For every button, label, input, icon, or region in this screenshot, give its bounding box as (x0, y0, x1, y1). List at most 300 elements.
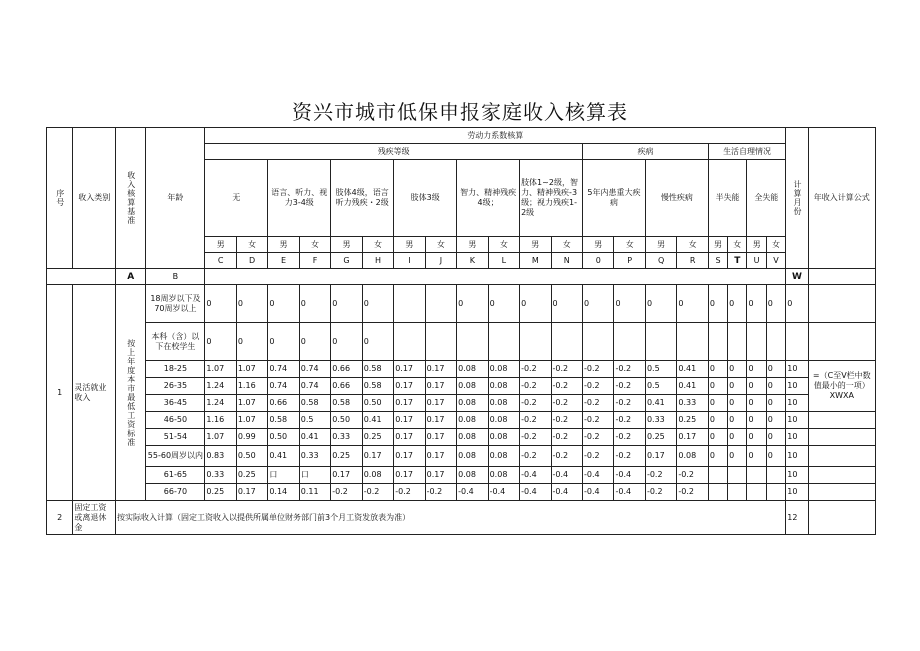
value-cell (708, 467, 727, 484)
value-cell (583, 323, 614, 361)
value-cell: 0 (747, 361, 766, 378)
value-cell: -0.4 (488, 484, 519, 501)
value-cell: 0 (766, 361, 786, 378)
section2-seq: 2 (47, 501, 73, 535)
value-cell: 0.08 (488, 467, 519, 484)
value-cell: 0.17 (425, 446, 456, 467)
value-cell: 0.50 (236, 446, 267, 467)
value-cell: -0.2 (520, 395, 551, 412)
header-female: 女 (362, 237, 393, 253)
value-cell: 1.16 (236, 378, 267, 395)
value-cell: 0.74 (268, 378, 299, 395)
header-female: 女 (551, 237, 582, 253)
header-annual-formula: 年收入计算公式 (808, 128, 875, 269)
value-cell: 0.58 (331, 395, 362, 412)
header-male: 男 (394, 237, 425, 253)
value-cell: 0 (766, 429, 786, 446)
value-cell: 0.17 (394, 446, 425, 467)
value-cell (551, 323, 582, 361)
header-female: 女 (299, 237, 330, 253)
value-cell: 0.74 (299, 378, 330, 395)
header-female: 女 (236, 237, 267, 253)
value-cell: 0.41 (268, 446, 299, 467)
value-cell: -0.2 (551, 429, 582, 446)
page-title: 资兴市城市低保申报家庭收入核算表 (292, 100, 628, 124)
value-cell: 0.17 (362, 446, 393, 467)
value-cell: 0 (728, 378, 747, 395)
value-cell: 1.16 (205, 412, 236, 429)
value-cell: 0.08 (457, 378, 488, 395)
value-cell: -0.4 (551, 484, 582, 501)
value-cell: 0 (331, 285, 362, 323)
header-letter: D (236, 253, 267, 269)
months-cell (786, 323, 808, 361)
value-cell: 0.08 (488, 412, 519, 429)
value-cell (747, 467, 766, 484)
header-letter: S (708, 253, 727, 269)
header-income-standard: 收入核算基准 (116, 128, 146, 269)
table-row (47, 467, 876, 484)
value-cell: 0 (728, 412, 747, 429)
age-cell: 36-45 (146, 395, 205, 412)
header-male: 男 (331, 237, 362, 253)
header-group-1: 语言、听力、视力3-4级 (268, 160, 331, 237)
months-cell: 10 (786, 412, 808, 429)
value-cell: 0 (708, 361, 727, 378)
value-cell: -0.2 (551, 361, 582, 378)
value-cell: 0.99 (236, 429, 267, 446)
header-letter: E (268, 253, 299, 269)
header-male: 男 (457, 237, 488, 253)
value-cell: 0.17 (425, 378, 456, 395)
value-cell: 0.41 (645, 395, 676, 412)
header-letter: U (747, 253, 766, 269)
value-cell: 0.33 (645, 412, 676, 429)
header-letter: I (394, 253, 425, 269)
value-cell: 0.5 (299, 412, 330, 429)
value-cell: 0 (299, 285, 330, 323)
age-cell: 66-70 (146, 484, 205, 501)
value-cell (766, 323, 786, 361)
value-cell: -0.2 (551, 412, 582, 429)
table-row (47, 285, 876, 323)
value-cell: 0.08 (362, 467, 393, 484)
value-cell: 0 (236, 285, 267, 323)
table-row (47, 269, 876, 285)
table-row (47, 429, 876, 446)
months-cell: 10 (786, 395, 808, 412)
value-cell: 0 (551, 285, 582, 323)
header-letter: 0 (583, 253, 614, 269)
header-letter-a: A (116, 269, 146, 285)
header-group-5: 肢体1~2级，智力、精神残疾-3级；视力残疾1-2级 (520, 160, 583, 237)
value-cell: 0 (268, 323, 299, 361)
header-female: 女 (425, 237, 456, 253)
value-cell: 0 (362, 323, 393, 361)
value-cell: -0.4 (520, 484, 551, 501)
section1-standard: 按上年度本市最低工资标准 (116, 285, 146, 501)
value-cell: 0.25 (645, 429, 676, 446)
value-cell: 口 (268, 467, 299, 484)
months-cell: 10 (786, 378, 808, 395)
value-cell: 0 (708, 429, 727, 446)
value-cell: -0.2 (583, 378, 614, 395)
value-cell: 0 (457, 285, 488, 323)
value-cell: 0 (728, 395, 747, 412)
value-cell: -0.2 (614, 378, 645, 395)
header-letter-blank (47, 269, 116, 285)
table-row (47, 412, 876, 429)
value-cell: -0.4 (614, 484, 645, 501)
header-female: 女 (614, 237, 645, 253)
formula-blank (808, 446, 875, 467)
value-cell: 0.14 (268, 484, 299, 501)
value-cell: 0 (708, 378, 727, 395)
value-cell: 0 (236, 323, 267, 361)
value-cell (766, 484, 786, 501)
months-cell: 10 (786, 429, 808, 446)
value-cell: -0.2 (362, 484, 393, 501)
value-cell: -0.2 (551, 395, 582, 412)
header-group-6: 5年内患重大疾病 (583, 160, 646, 237)
value-cell: 0.08 (457, 395, 488, 412)
value-cell: 0.5 (645, 361, 676, 378)
income-table (46, 127, 876, 535)
header-letter: G (331, 253, 362, 269)
value-cell (728, 484, 747, 501)
value-cell: -0.2 (520, 446, 551, 467)
section1-seq: 1 (47, 285, 73, 501)
age-cell: 46-50 (146, 412, 205, 429)
section2-formula-blank (808, 501, 875, 535)
value-cell: 0.08 (677, 446, 708, 467)
header-self-care: 生活自理情况 (708, 144, 785, 160)
value-cell: 0.25 (677, 412, 708, 429)
value-cell: 0 (362, 285, 393, 323)
value-cell: 0 (747, 285, 766, 323)
value-cell: 0.17 (394, 429, 425, 446)
header-letter: C (205, 253, 236, 269)
value-cell: 0.33 (331, 429, 362, 446)
value-cell: 0.17 (425, 412, 456, 429)
header-seq: 序号 (47, 128, 73, 269)
value-cell: 0 (747, 429, 766, 446)
months-cell: 10 (786, 467, 808, 484)
value-cell: -0.2 (425, 484, 456, 501)
value-cell: 0.08 (488, 361, 519, 378)
value-cell (728, 467, 747, 484)
value-cell: 0.58 (268, 412, 299, 429)
value-cell: 0 (583, 285, 614, 323)
value-cell: -0.2 (520, 412, 551, 429)
value-cell: 0.17 (394, 395, 425, 412)
header-letter: L (488, 253, 519, 269)
header-letter-b: B (146, 269, 205, 285)
value-cell: 0.58 (362, 361, 393, 378)
value-cell: -0.2 (394, 484, 425, 501)
age-cell: 本科（含）以下在校学生 (146, 323, 205, 361)
value-cell: 0.17 (236, 484, 267, 501)
value-cell (708, 323, 727, 361)
value-cell: 0.17 (394, 378, 425, 395)
header-group-0: 无 (205, 160, 268, 237)
value-cell: 口 (299, 467, 330, 484)
value-cell: 0.17 (394, 361, 425, 378)
value-cell: 0.50 (331, 412, 362, 429)
formula-blank (808, 429, 875, 446)
value-cell: -0.2 (520, 429, 551, 446)
header-letter: N (551, 253, 582, 269)
value-cell: 0 (766, 378, 786, 395)
section1-type: 灵活就业收入 (73, 285, 116, 501)
header-group-4: 智力、精神残疾4级； (457, 160, 520, 237)
table-row (47, 361, 876, 378)
value-cell: 0.08 (488, 395, 519, 412)
formula-blank (808, 323, 875, 361)
value-cell: 1.07 (205, 361, 236, 378)
value-cell: 0.08 (457, 467, 488, 484)
header-male: 男 (520, 237, 551, 253)
months-cell: 10 (786, 484, 808, 501)
value-cell: 0.08 (457, 446, 488, 467)
header-group-8: 半失能 (708, 160, 747, 237)
header-male: 男 (205, 237, 236, 253)
header-letter: F (299, 253, 330, 269)
header-letter-spacer (205, 269, 786, 285)
value-cell (425, 285, 456, 323)
value-cell: 0.08 (457, 412, 488, 429)
value-cell: -0.2 (520, 361, 551, 378)
table-row (47, 323, 876, 361)
table-row (47, 501, 876, 535)
value-cell (457, 323, 488, 361)
header-male: 男 (708, 237, 727, 253)
section2-note: 按实际收入计算（固定工资收入以提供所属单位财务部门前3个月工资发放表为准） (116, 501, 786, 535)
header-letter-w: W (786, 269, 808, 285)
value-cell: 0 (708, 395, 727, 412)
value-cell: 0 (747, 395, 766, 412)
value-cell: 0 (747, 446, 766, 467)
age-cell: 61-65 (146, 467, 205, 484)
value-cell: -0.2 (677, 484, 708, 501)
value-cell: 0.17 (425, 361, 456, 378)
value-cell: 0 (766, 446, 786, 467)
value-cell: 0.33 (299, 446, 330, 467)
value-cell: 0.11 (299, 484, 330, 501)
value-cell: -0.4 (614, 467, 645, 484)
header-group-9: 全失能 (747, 160, 786, 237)
header-letter: M (520, 253, 551, 269)
value-cell: 0 (708, 285, 727, 323)
value-cell: 0 (205, 285, 236, 323)
header-letter: P (614, 253, 645, 269)
value-cell: 1.24 (205, 378, 236, 395)
value-cell: -0.2 (614, 429, 645, 446)
value-cell: 0.08 (457, 361, 488, 378)
value-cell: 0.17 (677, 429, 708, 446)
value-cell: -0.2 (551, 446, 582, 467)
header-group-2: 肢体4级，语言听力残疾・2级 (331, 160, 394, 237)
value-cell: -0.4 (551, 467, 582, 484)
value-cell: 0.41 (677, 361, 708, 378)
header-letter: K (457, 253, 488, 269)
value-cell: 0 (205, 323, 236, 361)
table-row (47, 446, 876, 467)
value-cell: 1.24 (205, 395, 236, 412)
value-cell: 0.17 (425, 395, 456, 412)
value-cell: 0.17 (394, 467, 425, 484)
header-letter: R (677, 253, 708, 269)
value-cell: 0.25 (205, 484, 236, 501)
value-cell: -0.2 (614, 395, 645, 412)
value-cell: 0.08 (488, 429, 519, 446)
value-cell: 0 (728, 361, 747, 378)
table-row (47, 395, 876, 412)
value-cell: 0 (708, 446, 727, 467)
value-cell: 0 (728, 285, 747, 323)
value-cell: 0.50 (268, 429, 299, 446)
value-cell (614, 323, 645, 361)
value-cell (425, 323, 456, 361)
value-cell: -0.4 (520, 467, 551, 484)
value-cell: 0.41 (299, 429, 330, 446)
header-letter: Q (645, 253, 676, 269)
value-cell: 0.50 (362, 395, 393, 412)
header-letter: H (362, 253, 393, 269)
value-cell (747, 323, 766, 361)
age-cell: 18-25 (146, 361, 205, 378)
age-cell: 55-60周岁以内 (146, 446, 205, 467)
value-cell: 0 (766, 395, 786, 412)
value-cell: 1.07 (236, 412, 267, 429)
value-cell: -0.2 (583, 395, 614, 412)
value-cell: 0.74 (268, 361, 299, 378)
value-cell: -0.2 (551, 378, 582, 395)
header-male: 男 (583, 237, 614, 253)
value-cell: 0 (747, 378, 766, 395)
section2-type: 固定工资或离退休金 (73, 501, 116, 535)
value-cell: 0 (747, 412, 766, 429)
value-cell: 0 (766, 285, 786, 323)
value-cell: 0 (488, 285, 519, 323)
value-cell: 0 (728, 429, 747, 446)
formula-blank (808, 285, 875, 323)
value-cell: 0 (677, 285, 708, 323)
value-cell: 0.66 (331, 378, 362, 395)
value-cell: -0.2 (645, 484, 676, 501)
value-cell (645, 323, 676, 361)
value-cell: 0.17 (645, 446, 676, 467)
header-labor-coef: 劳动力系数核算 (205, 128, 786, 144)
value-cell: -0.2 (614, 361, 645, 378)
value-cell: 0.5 (645, 378, 676, 395)
header-male: 男 (747, 237, 766, 253)
header-letter-blank2 (808, 269, 875, 285)
value-cell: 0.17 (425, 429, 456, 446)
value-cell (394, 323, 425, 361)
value-cell (677, 323, 708, 361)
months-cell: 0 (786, 285, 808, 323)
value-cell: 0.08 (488, 446, 519, 467)
value-cell (488, 323, 519, 361)
header-female: 女 (728, 237, 747, 253)
value-cell: 0.58 (299, 395, 330, 412)
value-cell: 0 (766, 412, 786, 429)
value-cell: -0.2 (677, 467, 708, 484)
header-months: 计算月份 (786, 128, 808, 269)
value-cell: 0 (614, 285, 645, 323)
header-female: 女 (766, 237, 786, 253)
value-cell: 0.08 (457, 429, 488, 446)
value-cell: 0.41 (677, 378, 708, 395)
header-male: 男 (645, 237, 676, 253)
formula-blank (808, 412, 875, 429)
value-cell: 0 (645, 285, 676, 323)
section2-months: 12 (786, 501, 808, 535)
header-female: 女 (677, 237, 708, 253)
months-cell: 10 (786, 446, 808, 467)
age-cell: 26-35 (146, 378, 205, 395)
value-cell (394, 285, 425, 323)
header-female: 女 (488, 237, 519, 253)
table-row (47, 378, 876, 395)
value-cell: 0.17 (394, 412, 425, 429)
value-cell: 0 (268, 285, 299, 323)
value-cell: 0.33 (677, 395, 708, 412)
header-illness: 疾病 (583, 144, 709, 160)
value-cell: 0.74 (299, 361, 330, 378)
header-income-type: 收入类别 (73, 128, 116, 269)
value-cell: 1.07 (236, 395, 267, 412)
value-cell: 0.33 (205, 467, 236, 484)
value-cell: -0.2 (583, 446, 614, 467)
value-cell: 1.07 (205, 429, 236, 446)
value-cell: -0.2 (583, 361, 614, 378)
header-letter: T (728, 253, 747, 269)
value-cell: 0 (728, 446, 747, 467)
value-cell: 0.08 (488, 378, 519, 395)
header-group-3: 肢体3级 (394, 160, 457, 237)
value-cell: -0.2 (331, 484, 362, 501)
months-cell: 10 (786, 361, 808, 378)
value-cell: 0 (331, 323, 362, 361)
value-cell (728, 323, 747, 361)
table-body (47, 128, 876, 535)
value-cell: -0.2 (583, 412, 614, 429)
value-cell (747, 484, 766, 501)
value-cell: 1.07 (236, 361, 267, 378)
value-cell: -0.2 (614, 446, 645, 467)
value-cell: -0.2 (645, 467, 676, 484)
header-group-7: 慢性疾病 (645, 160, 708, 237)
value-cell: -0.4 (583, 484, 614, 501)
value-cell: -0.2 (614, 412, 645, 429)
value-cell: 0.58 (362, 378, 393, 395)
value-cell: -0.2 (583, 429, 614, 446)
header-letter: J (425, 253, 456, 269)
table-row (47, 484, 876, 501)
value-cell (520, 323, 551, 361)
section1-formula: =（C至V栏中数值最小的一项）XWXA (808, 361, 875, 412)
header-letter: V (766, 253, 786, 269)
value-cell: 0.66 (331, 361, 362, 378)
value-cell: 0.66 (268, 395, 299, 412)
value-cell: 0 (299, 323, 330, 361)
value-cell: 0.25 (331, 446, 362, 467)
value-cell: -0.4 (457, 484, 488, 501)
value-cell: 0.25 (362, 429, 393, 446)
formula-blank (808, 467, 875, 484)
